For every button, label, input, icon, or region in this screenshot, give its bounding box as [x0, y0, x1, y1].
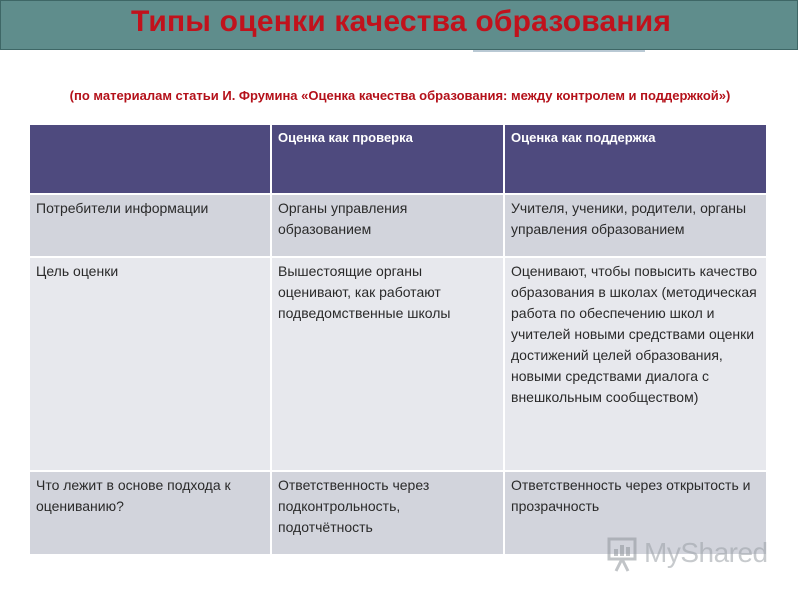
table-cell: Вышестоящие органы оценивают, как работают подведомственные школы — [271, 257, 504, 471]
table-cell: Оценивают, чтобы повысить качество образования в школах (методическая работа по обеспечению школ и учителей новыми средствами оценки достижений целей образования, новыми средствами диалога с внешкольным сообществом) — [504, 257, 767, 471]
comparison-table — [28, 123, 768, 556]
table-cell: Ответственность через подконтрольность, подотчётность — [271, 471, 504, 555]
title-bar — [0, 0, 798, 50]
table-cell: Ответственность через открытость и прозрачность — [504, 471, 767, 555]
page-title: Типы оценки качества образования — [130, 5, 672, 38]
table-row — [29, 194, 767, 257]
table-header-row — [29, 124, 767, 194]
watermark — [606, 535, 776, 575]
presentation-board-icon — [606, 535, 640, 573]
title-underline — [473, 50, 645, 52]
table-cell: Органы управления образованием — [271, 194, 504, 257]
table-cell: Учителя, ученики, родители, органы управления образованием — [504, 194, 767, 257]
watermark-text: MyShared — [644, 537, 768, 568]
row-label: Что лежит в основе подхода к оцениванию? — [29, 471, 271, 555]
header-cell-check: Оценка как проверка — [271, 124, 504, 194]
table-row — [29, 257, 767, 471]
header-cell-support: Оценка как поддержка — [504, 124, 767, 194]
row-label: Потребители информации — [29, 194, 271, 257]
subtitle: (по материалам статьи И. Фрумина «Оценка качества образования: между контролем и поддержкой») — [69, 88, 731, 103]
row-label: Цель оценки — [29, 257, 271, 471]
header-cell-empty — [29, 124, 271, 194]
